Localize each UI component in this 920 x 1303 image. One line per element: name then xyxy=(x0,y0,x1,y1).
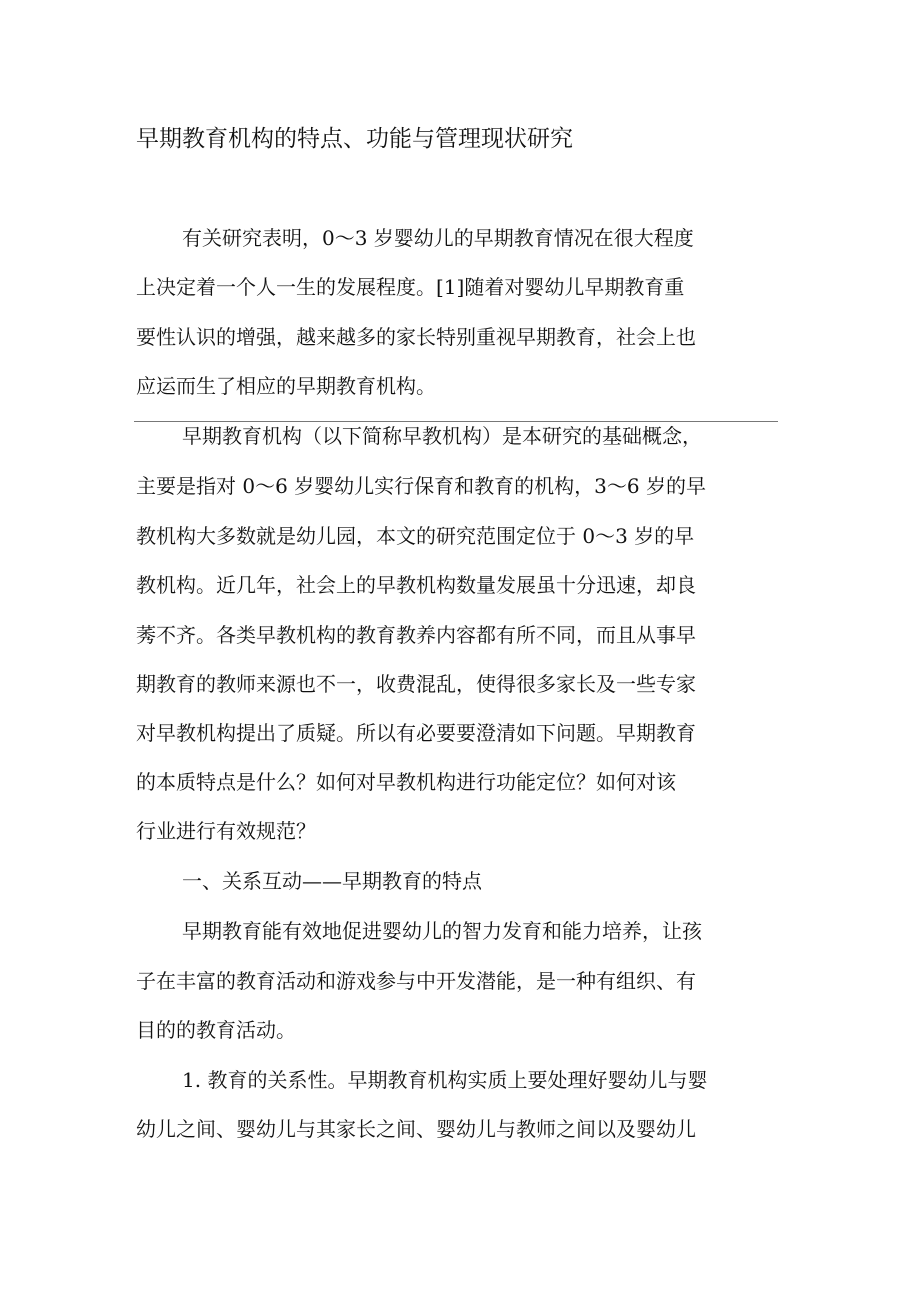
text-line: 莠不齐。各类早教机构的教育教养内容都有所不同，而且从事早 xyxy=(136,623,696,647)
text-line: 应运而生了相应的早期教育机构。 xyxy=(136,374,436,398)
text-line: 早期教育机构（以下简称早教机构）是本研究的基础概念， xyxy=(182,424,702,448)
text-line: 教机构大多数就是幼儿园，本文的研究范围定位于 0～3 岁的早 xyxy=(136,524,695,548)
text-line: 的本质特点是什么？如何对早教机构进行功能定位？如何对该 xyxy=(136,770,676,794)
text-line: 子在丰富的教育活动和游戏参与中开发潜能，是一种有组织、有 xyxy=(136,969,696,993)
text-line: 行业进行有效规范？ xyxy=(136,819,316,843)
section-heading: 一、关系互动——早期教育的特点 xyxy=(182,869,482,893)
text-line: 幼儿之间、婴幼儿与其家长之间、婴幼儿与教师之间以及婴幼儿 xyxy=(136,1117,696,1141)
text-line: 对早教机构提出了质疑。所以有必要要澄清如下问题。早期教育 xyxy=(136,721,696,745)
text-line: 主要是指对 0～6 岁婴幼儿实行保育和教育的机构，3～6 岁的早 xyxy=(136,474,706,498)
text-line: 有关研究表明，0～3 岁婴幼儿的早期教育情况在很大程度 xyxy=(182,226,694,250)
document-title: 早期教育机构的特点、功能与管理现状研究 xyxy=(136,126,573,152)
text-line: 1. 教育的关系性。早期教育机构实质上要处理好婴幼儿与婴 xyxy=(182,1068,708,1092)
text-line: 要性认识的增强，越来越多的家长特别重视早期教育，社会上也 xyxy=(136,325,696,349)
text-line: 期教育的教师来源也不一，收费混乱，使得很多家长及一些专家 xyxy=(136,672,696,696)
text-line: 早期教育能有效地促进婴幼儿的智力发育和能力培养，让孩 xyxy=(182,919,702,943)
text-line: 教机构。近几年，社会上的早教机构数量发展虽十分迅速，却良 xyxy=(136,573,696,597)
text-line: 上决定着一个人一生的发展程度。[1]随着对婴幼儿早期教育重 xyxy=(136,275,685,299)
text-line: 目的的教育活动。 xyxy=(136,1018,296,1042)
